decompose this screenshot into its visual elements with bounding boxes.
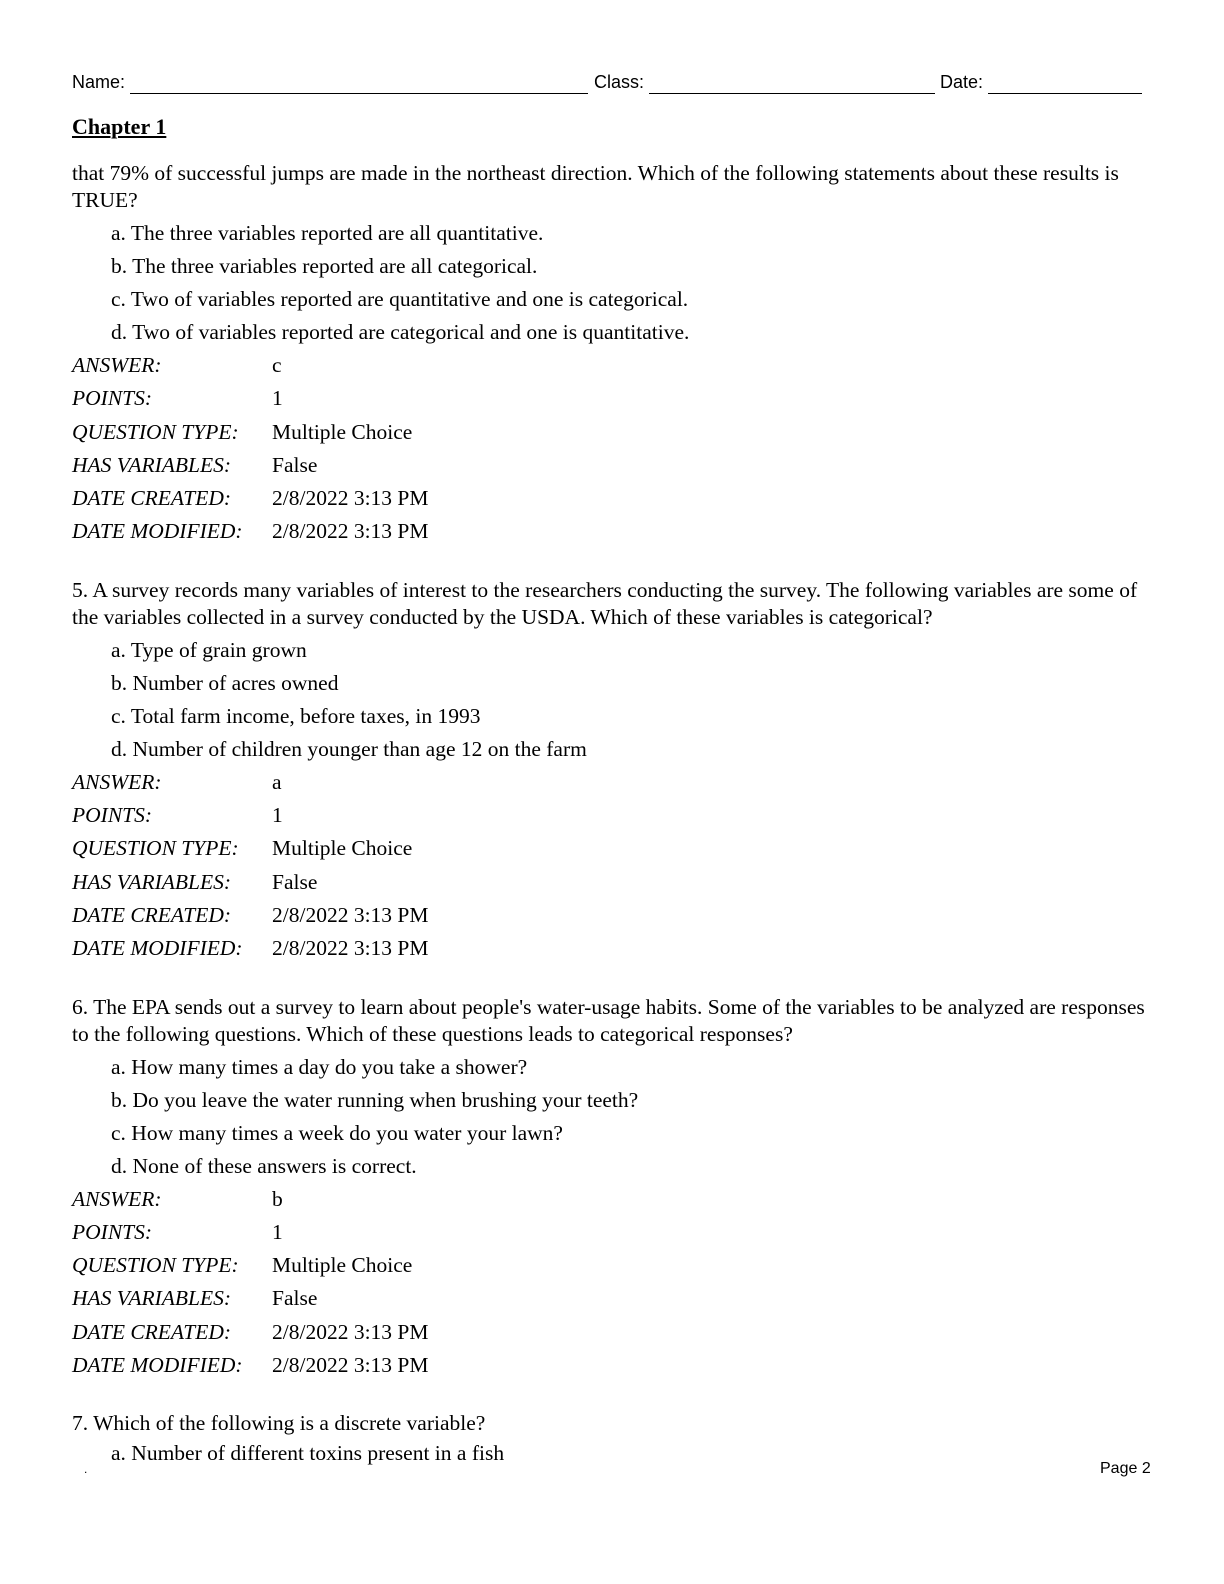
- question-type-row: [72, 832, 1147, 865]
- has-variables-value: False: [272, 1286, 318, 1311]
- answer-option: a. Number of different toxins present in a fish: [111, 1441, 505, 1466]
- date-modified-row: [72, 1349, 1147, 1382]
- answer-option: b. Number of acres owned: [111, 670, 339, 695]
- class-label: Class:: [594, 72, 645, 92]
- date-created-label: DATE CREATED:: [72, 1319, 232, 1344]
- answer-option: c. How many times a week do you water your lawn?: [111, 1120, 563, 1145]
- answer-option: a. How many times a day do you take a shower?: [111, 1054, 528, 1079]
- name-blank-line: [130, 93, 588, 94]
- question-text: that 79% of successful jumps are made in the northeast direction. Which of the following statements about these results is TRUE?: [72, 161, 1119, 212]
- date-created-value: 2/8/2022 3:13 PM: [272, 486, 429, 511]
- question-type-label: QUESTION TYPE:: [72, 419, 239, 444]
- answer-option: a. Type of grain grown: [111, 637, 307, 662]
- question-type-label: QUESTION TYPE:: [72, 1253, 239, 1278]
- question-type-value: Multiple Choice: [272, 1253, 413, 1278]
- date-modified-row: [72, 932, 1147, 965]
- points-row: [72, 382, 1147, 415]
- has-variables-label: HAS VARIABLES:: [72, 869, 232, 894]
- question-block: [72, 577, 1147, 966]
- date-modified-label: DATE MODIFIED:: [72, 519, 243, 544]
- answer-option: d. Number of children younger than age 12 on the farm: [111, 736, 587, 761]
- has-variables-value: False: [272, 452, 318, 477]
- points-row: [72, 1216, 1147, 1249]
- answer-option: b. The three variables reported are all categorical.: [111, 254, 538, 278]
- points-label: POINTS:: [72, 1219, 153, 1244]
- question-type-row: [72, 416, 1147, 449]
- has-variables-label: HAS VARIABLES:: [72, 1286, 232, 1311]
- date-created-label: DATE CREATED:: [72, 486, 232, 511]
- answer-option: d. Two of variables reported are categorical and one is quantitative.: [111, 320, 690, 344]
- footer-mark: .: [84, 1462, 88, 1476]
- date-modified-value: 2/8/2022 3:13 PM: [272, 936, 429, 961]
- answer-option: a. The three variables reported are all quantitative.: [111, 221, 544, 245]
- answer-option: c. Total farm income, before taxes, in 1993: [111, 703, 481, 728]
- name-class-date-header: [72, 72, 1142, 96]
- points-label: POINTS:: [72, 386, 153, 411]
- answer-label: ANSWER:: [72, 1186, 162, 1211]
- has-variables-row: [72, 449, 1147, 482]
- chapter-heading: Chapter 1: [72, 114, 167, 139]
- question-content: [72, 160, 1147, 1470]
- answer-value: a: [272, 769, 282, 794]
- answer-row: [72, 766, 1147, 799]
- has-variables-label: HAS VARIABLES:: [72, 452, 232, 477]
- answer-row: [72, 1183, 1147, 1216]
- date-modified-label: DATE MODIFIED:: [72, 1353, 243, 1378]
- date-created-row: [72, 1316, 1147, 1349]
- question-text: 6. The EPA sends out a survey to learn about people's water-usage habits. Some of the variables to be analyzed are responses to the following questions. Which of these questions leads to categorical responses?: [72, 994, 1145, 1046]
- date-modified-label: DATE MODIFIED:: [72, 936, 243, 961]
- points-value: 1: [272, 803, 283, 828]
- question-text: 5. A survey records many variables of interest to the researchers conducting the survey. The following variables are some of the variables collected in a survey conducted by the USDA. Which of these variables is categorical?: [72, 577, 1138, 629]
- points-row: [72, 799, 1147, 832]
- date-created-value: 2/8/2022 3:13 PM: [272, 1319, 429, 1344]
- date-label: Date:: [940, 72, 984, 92]
- date-modified-value: 2/8/2022 3:13 PM: [272, 1353, 429, 1378]
- points-value: 1: [272, 386, 283, 411]
- date-blank-line: [988, 93, 1142, 94]
- answer-value: c: [272, 353, 282, 377]
- date-created-value: 2/8/2022 3:13 PM: [272, 902, 429, 927]
- name-label: Name:: [72, 72, 126, 92]
- answer-option: c. Two of variables reported are quantitative and one is categorical.: [111, 287, 689, 311]
- question-type-label: QUESTION TYPE:: [72, 836, 239, 861]
- has-variables-value: False: [272, 869, 318, 894]
- points-value: 1: [272, 1219, 283, 1244]
- question-block: [72, 160, 1147, 549]
- has-variables-row: [72, 866, 1147, 899]
- question-block: [72, 994, 1147, 1383]
- question-block: [72, 1410, 1147, 1470]
- answer-row: [72, 349, 1147, 382]
- page-number: Page 2: [1100, 1460, 1151, 1477]
- answer-option: d. None of these answers is correct.: [111, 1153, 417, 1178]
- answer-value: b: [272, 1186, 283, 1211]
- question-text: 7. Which of the following is a discrete variable?: [72, 1411, 486, 1436]
- date-created-row: [72, 482, 1147, 515]
- question-type-value: Multiple Choice: [272, 836, 413, 861]
- question-type-value: Multiple Choice: [272, 419, 413, 444]
- date-modified-row: [72, 515, 1147, 548]
- answer-label: ANSWER:: [72, 769, 162, 794]
- date-modified-value: 2/8/2022 3:13 PM: [272, 519, 429, 544]
- date-created-label: DATE CREATED:: [72, 902, 232, 927]
- points-label: POINTS:: [72, 803, 153, 828]
- class-blank-line: [649, 93, 935, 94]
- has-variables-row: [72, 1282, 1147, 1315]
- answer-option: b. Do you leave the water running when brushing your teeth?: [111, 1087, 639, 1112]
- date-created-row: [72, 899, 1147, 932]
- answer-label: ANSWER:: [72, 353, 162, 377]
- question-type-row: [72, 1249, 1147, 1282]
